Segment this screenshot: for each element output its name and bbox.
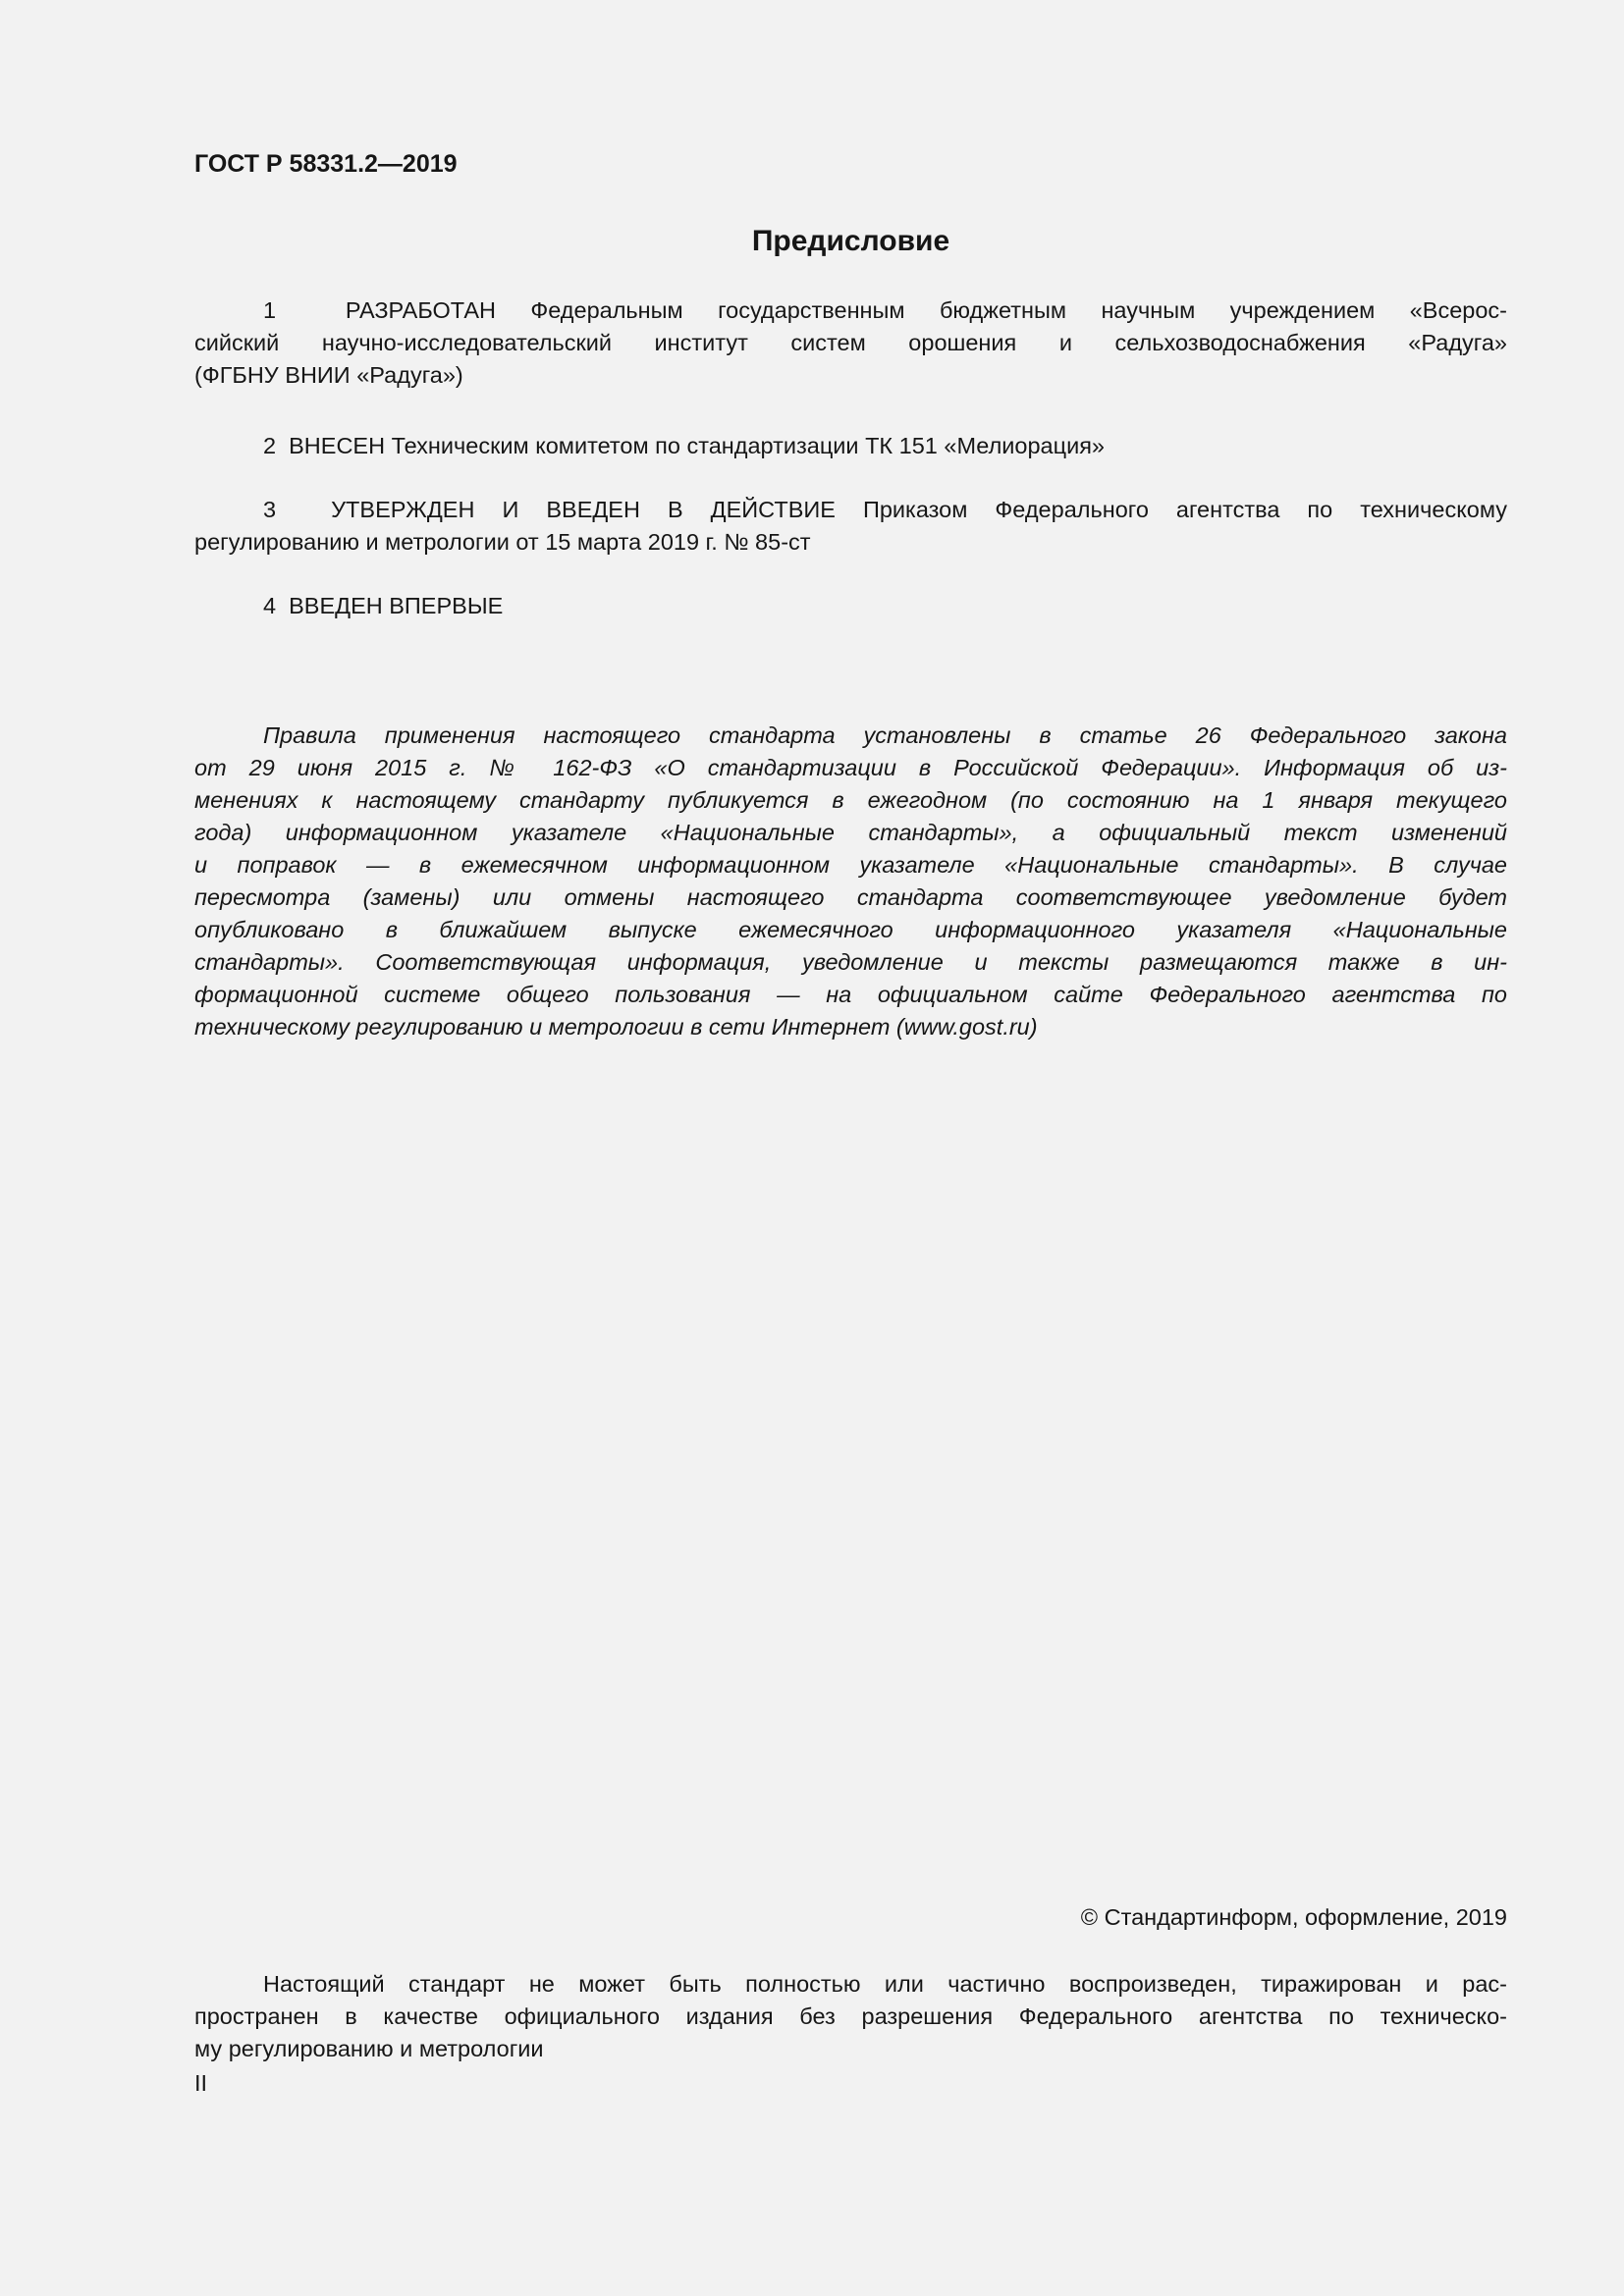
text-line: Настоящий стандарт не может быть полностью или частично воспроизведен, тиражирован и рас- xyxy=(263,1971,1507,1997)
text-line: года) информационном указателе «Национальные стандарты», а официальный текст изменений xyxy=(194,820,1507,845)
text-line: формационной системе общего пользования — на официальном сайте Федерального агентства по xyxy=(194,982,1507,1007)
text-line: менениях к настоящему стандарту публикуется в ежегодном (по состоянию на 1 января текущего xyxy=(194,787,1507,813)
foreword-clause-2 xyxy=(194,430,1507,462)
text-line: му регулированию и метрологии xyxy=(194,2036,544,2061)
legal-application-note xyxy=(194,720,1507,1043)
foreword-clause-1 xyxy=(194,294,1507,392)
text-line: 2 ВНЕСЕН Техническим комитетом по стандартизации ТК 151 «Мелиорация» xyxy=(263,433,1106,458)
distribution-restriction-note xyxy=(194,1968,1507,2065)
doc-code: ГОСТ Р 58331.2—2019 xyxy=(194,150,458,178)
text-line: регулированию и метрологии от 15 марта 2019 г. № 85-ст xyxy=(194,529,811,555)
copyright-line: © Стандартинформ, оформление, 2019 xyxy=(1080,1904,1507,1930)
text-line: от 29 июня 2015 г. № 162-ФЗ «О стандартизации в Российской Федерации». Информация об из- xyxy=(194,755,1507,780)
page-number: II xyxy=(194,2070,208,2096)
foreword-clause-3 xyxy=(194,494,1507,559)
text-line: и поправок — в ежемесячном информационном указателе «Национальные стандарты». В случае xyxy=(194,852,1507,878)
foreword-clause-4 xyxy=(194,590,1507,622)
text-line: техническому регулированию и метрологии в сети Интернет (www.gost.ru) xyxy=(194,1014,1038,1040)
text-line: сийский научно-исследовательский институт систем орошения и сельхозводоснабжения «Радуга» xyxy=(194,330,1507,355)
text-line: 1 РАЗРАБОТАН Федеральным государственным бюджетным научным учреждением «Всерос- xyxy=(263,297,1507,323)
text-line: 3 УТВЕРЖДЕН И ВВЕДЕН В ДЕЙСТВИЕ Приказом Федерального агентства по техническому xyxy=(263,497,1507,522)
text-line: опубликовано в ближайшем выпуске ежемесячного информационного указателя «Национальные xyxy=(194,917,1507,942)
text-line: пространен в качестве официального издания без разрешения Федерального агентства по техническо- xyxy=(194,2003,1507,2029)
text-line: пересмотра (замены) или отмены настоящего стандарта соответствующее уведомление будет xyxy=(194,884,1507,910)
text-line: Правила применения настоящего стандарта установлены в статье 26 Федерального закона xyxy=(263,722,1507,748)
text-line: стандарты». Соответствующая информация, уведомление и тексты размещаются также в ин- xyxy=(194,949,1507,975)
text-line: (ФГБНУ ВНИИ «Радуга») xyxy=(194,362,463,388)
text-line: 4 ВВЕДЕН ВПЕРВЫЕ xyxy=(263,593,504,618)
page-title: Предисловие xyxy=(751,225,950,257)
